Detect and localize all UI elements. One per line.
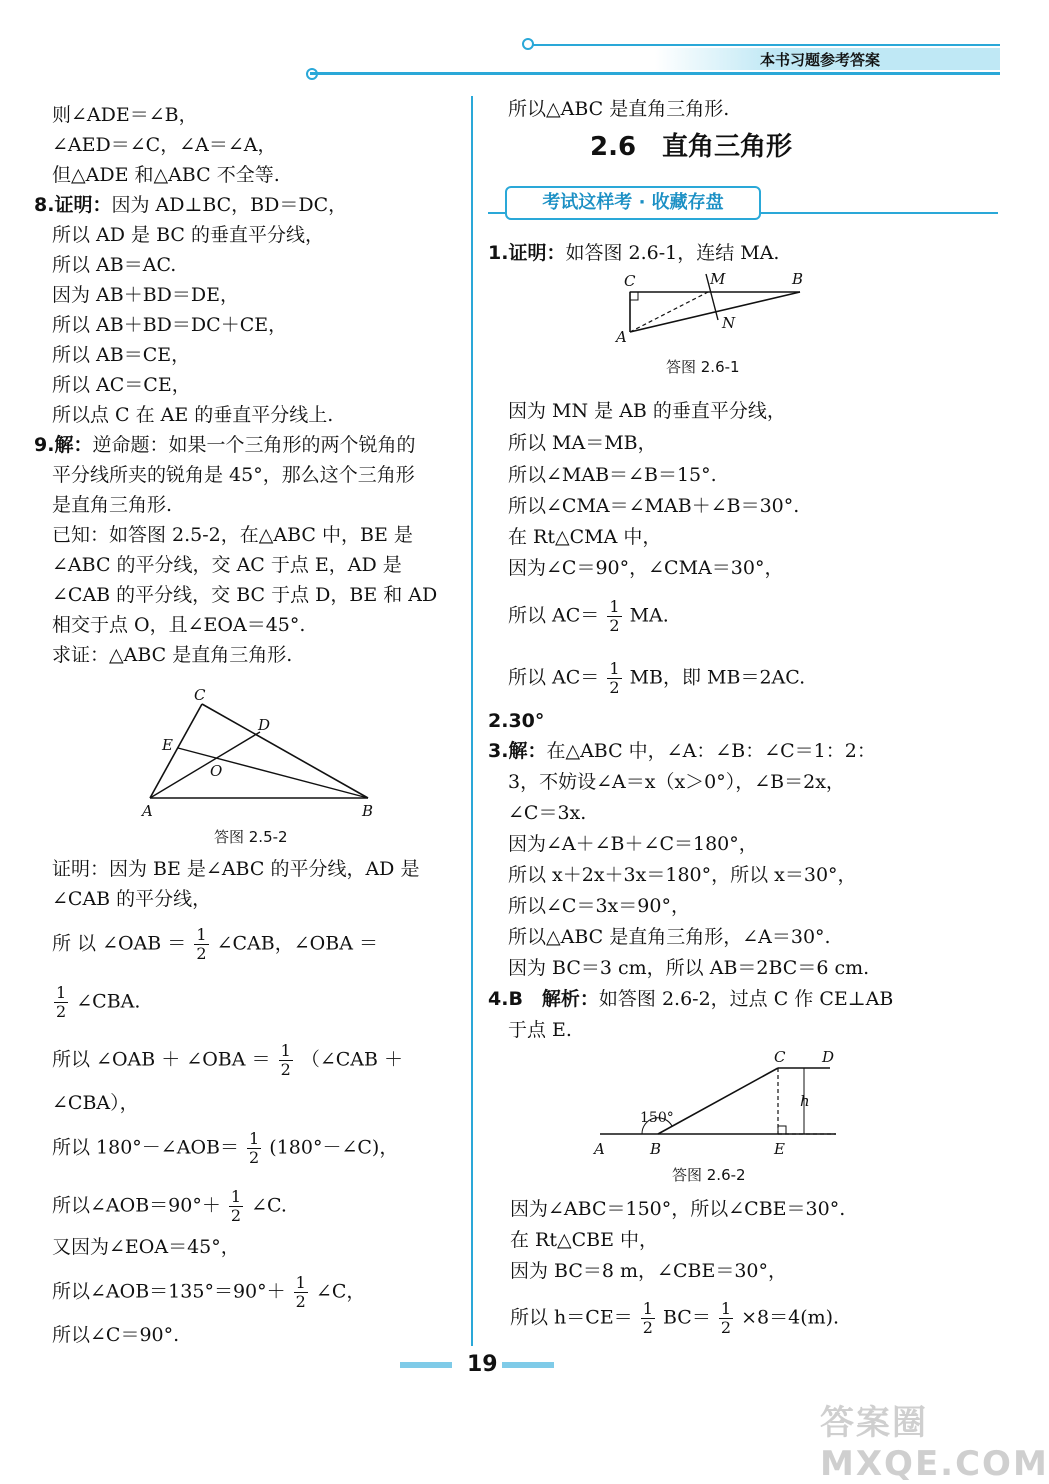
q8-label: 8.证明： [34, 194, 112, 216]
fig2-label-c: C [624, 272, 636, 290]
fraction [247, 1130, 261, 1167]
fig3-label-b: B [650, 1140, 662, 1158]
eq-text: 所以∠AOB＝135°＝90°＋ [52, 1280, 286, 1303]
header-dot-icon [522, 38, 534, 50]
text-line: 所以∠MAB＝∠B＝15°. [508, 464, 717, 486]
text-line: 于点 E. [508, 1019, 572, 1041]
fig3-label-d: D [822, 1048, 835, 1066]
eq-text: 所以 ∠OAB ＋ ∠OBA ＝ [52, 1048, 271, 1071]
fraction [607, 660, 621, 697]
equation-line [508, 598, 669, 635]
frac-num: 1 [249, 1129, 260, 1148]
text-line: 在 Rt△CMA 中， [508, 526, 662, 548]
text-line: 是直角三角形. [52, 494, 173, 516]
q1-block [488, 240, 779, 266]
text-line: 所以 MA＝MB， [508, 432, 657, 454]
q1-label: 1.证明： [488, 242, 566, 264]
equation-line [52, 1130, 398, 1167]
text-line: 3，不妨设∠A＝x（x＞0°），∠B＝2x， [508, 771, 845, 793]
text-line: 所以∠CMA＝∠MAB＋∠B＝30°. [508, 495, 800, 517]
frac-den: 2 [609, 616, 620, 635]
frac-den: 2 [280, 1060, 291, 1079]
text-line: 所以点 C 在 AE 的垂直平分线上. [52, 404, 334, 426]
text-line: 所以△ABC 是直角三角形，∠A＝30°. [508, 926, 831, 948]
frac-den: 2 [720, 1318, 732, 1337]
text-line: 如答图 2.6-2，过点 C 作 CE⊥AB [598, 988, 894, 1010]
fig3-label-e: E [774, 1140, 785, 1158]
fraction [719, 1300, 733, 1337]
text-line: 所以 AB＝AC. [52, 254, 177, 276]
frac-num: 1 [295, 1273, 306, 1292]
q9-label: 9.解： [34, 434, 93, 456]
eq-text: ×8＝4(m). [741, 1306, 840, 1329]
fig2-label-a: A [616, 328, 627, 346]
fig2-caption: 答图 2.6-1 [666, 358, 740, 376]
text-line: 已知：如答图 2.5-2，在△ABC 中，BE 是 [52, 524, 413, 546]
footer-decoration [502, 1362, 554, 1368]
header-title: 本书习题参考答案 [760, 51, 881, 69]
frac-den: 2 [642, 1318, 653, 1337]
frac-num: 1 [642, 1299, 653, 1318]
text-line: 因为 BC＝3 cm，所以 AB＝2BC＝6 cm. [508, 957, 870, 979]
text-line: 在 Rt△CBE 中， [510, 1229, 659, 1251]
figure-2-6-1 [610, 268, 820, 348]
frac-den: 2 [249, 1148, 260, 1167]
text-line: 在△ABC 中，∠A：∠B：∠C＝1：2： [546, 740, 876, 762]
frac-num: 1 [720, 1299, 732, 1318]
eq-text: MA. [629, 604, 669, 627]
fig1-label-o: O [210, 762, 223, 780]
header-rule-top [530, 44, 1000, 46]
eq-text: (180°－∠C)， [269, 1136, 399, 1159]
fig1-label-a: A [142, 802, 153, 820]
equation-line [52, 1042, 403, 1079]
fraction [294, 1274, 308, 1311]
fig1-label-b: B [362, 802, 374, 820]
fraction [229, 1188, 243, 1225]
eq-text: （∠CAB ＋ [300, 1048, 403, 1071]
fig3-label-a: A [594, 1140, 605, 1158]
eq-text: 所以 AC＝ [508, 604, 600, 627]
frac-num: 1 [609, 597, 620, 616]
frac-den: 2 [56, 1002, 67, 1021]
watermark: 答案圈 MXQE.COM [820, 1403, 1049, 1484]
text-line: 因为∠C＝90°，∠CMA＝30°， [508, 557, 784, 579]
text-line: 又因为∠EOA＝45°， [52, 1236, 240, 1258]
text-line: 证明：因为 BE 是∠ABC 的平分线，AD 是 [52, 858, 420, 880]
equation-line [52, 984, 140, 1021]
header-rule [310, 72, 1000, 75]
column-divider [471, 96, 473, 1346]
frac-den: 2 [230, 1206, 242, 1225]
text-line: 平分线所夹的锐角是 45°，那么这个三角形 [52, 464, 415, 486]
figure-2-6-2 [590, 1046, 850, 1162]
text-line: 因为 AD⊥BC，BD＝DC， [111, 194, 348, 216]
equation-line [510, 1300, 839, 1337]
eq-text: ∠C， [315, 1280, 366, 1303]
fig3-label-h: h [800, 1092, 810, 1110]
text-line: 相交于点 O，且∠EOA＝45°. [52, 614, 306, 636]
frac-num: 1 [609, 659, 620, 678]
text-line: 逆命题：如果一个三角形的两个锐角的 [92, 434, 416, 456]
text-line: 则∠ADE＝∠B， [52, 104, 198, 126]
q8-block [34, 192, 347, 218]
text-line: ∠CAB 的平分线，交 BC 于点 D，BE 和 AD [52, 584, 438, 606]
text-line: ∠AED＝∠C，∠A＝∠A， [52, 134, 277, 156]
fig1-label-d: D [258, 716, 271, 734]
frac-num: 1 [56, 983, 67, 1002]
fig2-label-n: N [722, 314, 736, 332]
text-line: ∠CAB 的平分线， [52, 888, 212, 910]
text-line: 但△ADE 和△ABC 不全等. [52, 164, 280, 186]
fraction [279, 1042, 293, 1079]
text-line: 所以 AC＝CE， [52, 374, 191, 396]
text-line: ∠CBA）， [52, 1092, 139, 1114]
figure-2-5-2 [130, 682, 390, 822]
frac-den: 2 [295, 1292, 306, 1311]
eq-text: 所 以 ∠OAB ＝ [52, 932, 187, 955]
eq-text: 所以 180°－∠AOB＝ [52, 1136, 239, 1159]
text-line: 所以 x＋2x＋3x＝180°，所以 x＝30°， [508, 864, 857, 886]
text-line: ∠C＝3x. [508, 802, 587, 824]
q4-label: 4.B 解析： [488, 988, 599, 1010]
text-line: 所以 AB＝CE， [52, 344, 191, 366]
equation-line [52, 1188, 287, 1225]
fraction [54, 984, 68, 1021]
text-line: 因为 MN 是 AB 的垂直平分线， [508, 400, 786, 422]
text-line: 如答图 2.6-1，连结 MA. [565, 242, 780, 264]
eq-text: 所以∠AOB＝90°＋ [52, 1194, 221, 1217]
fig3-label-c: C [774, 1048, 786, 1066]
fig3-label-150: 150° [640, 1110, 674, 1126]
eq-text: MB，即 MB＝2AC. [629, 666, 806, 689]
frac-num: 1 [280, 1041, 291, 1060]
q9-block [34, 432, 415, 458]
text-line: 所以 AB＋BD＝DC＋CE， [52, 314, 288, 336]
box-title: 考试这样考 · 收藏存盘 [505, 186, 761, 220]
eq-text: ∠C. [251, 1194, 287, 1217]
text-line: 因为 AB＋BD＝DE， [52, 284, 240, 306]
fraction [194, 926, 208, 963]
eq-text: ∠CAB，∠OBA ＝ [216, 932, 378, 955]
section-title: 2.6 直角三角形 [590, 132, 793, 162]
fig1-label-e: E [162, 736, 173, 754]
eq-text: 所以 AC＝ [508, 666, 600, 689]
q4-block [488, 986, 893, 1012]
frac-den: 2 [609, 678, 620, 697]
fraction [607, 598, 621, 635]
text-line: 所以∠C＝90°. [52, 1324, 180, 1346]
eq-text: ∠CBA. [76, 990, 141, 1013]
frac-num: 1 [196, 925, 207, 944]
q2-answer: 2.30° [488, 710, 545, 732]
text-line: 求证：△ABC 是直角三角形. [52, 644, 293, 666]
frac-den: 2 [196, 944, 207, 963]
fig2-label-m: M [710, 270, 726, 288]
text-line: ∠ABC 的平分线，交 AC 于点 E，AD 是 [52, 554, 402, 576]
text-line: 所以 AD 是 BC 的垂直平分线， [52, 224, 324, 246]
q3-block [488, 738, 876, 764]
text-line: 因为 BC＝8 m，∠CBE＝30°， [510, 1260, 788, 1282]
text-line: 因为∠ABC＝150°，所以∠CBE＝30°. [510, 1198, 846, 1220]
text-line: 所以△ABC 是直角三角形. [508, 98, 730, 120]
eq-text: BC＝ [662, 1306, 711, 1329]
page-number: 19 [467, 1352, 498, 1377]
fraction [641, 1300, 655, 1337]
equation-line [52, 926, 378, 963]
text-line: 因为∠A＋∠B＋∠C＝180°， [508, 833, 758, 855]
fig1-caption: 答图 2.5-2 [214, 828, 288, 846]
frac-num: 1 [230, 1187, 242, 1206]
equation-line [52, 1274, 365, 1311]
equation-line [508, 660, 805, 697]
q3-label: 3.解： [488, 740, 547, 762]
fig3-caption: 答图 2.6-2 [672, 1166, 746, 1184]
fig2-label-b: B [792, 270, 804, 288]
footer-decoration [400, 1362, 452, 1368]
fig1-label-c: C [194, 686, 206, 704]
eq-text: 所以 h＝CE＝ [510, 1306, 633, 1329]
text-line: 所以∠C＝3x＝90°， [508, 895, 690, 917]
